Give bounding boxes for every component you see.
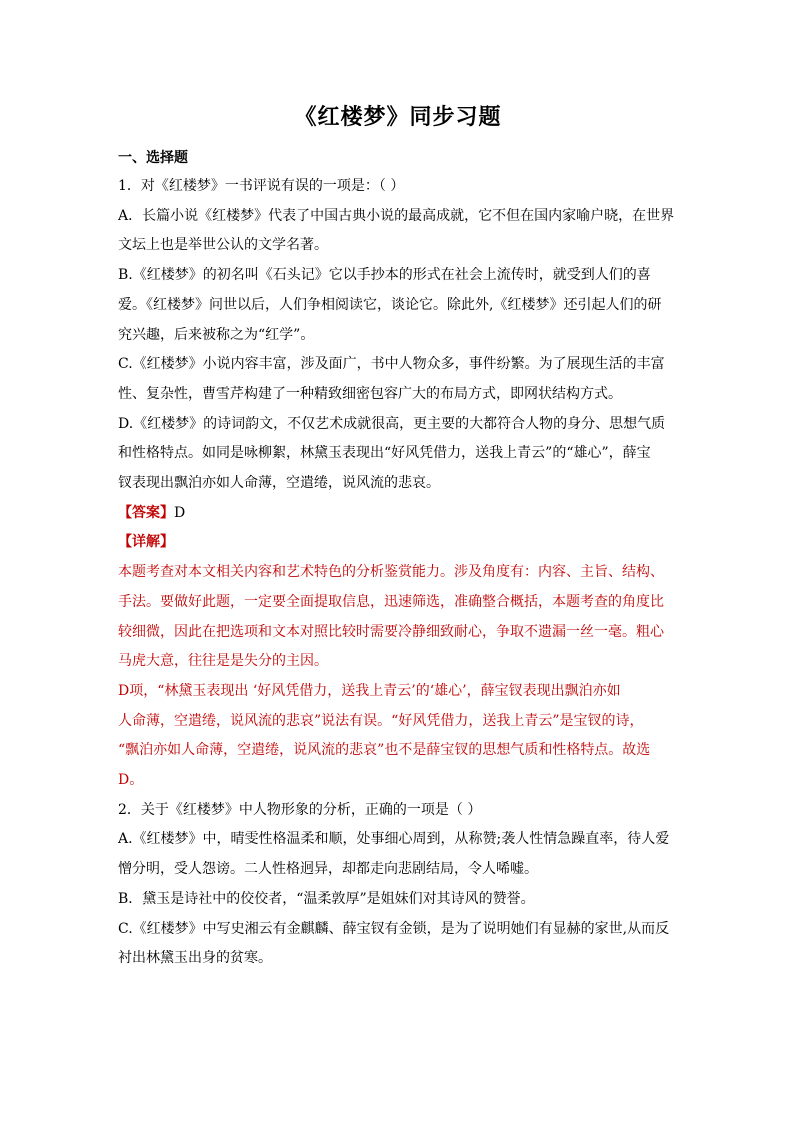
- answer-value: D: [174, 504, 186, 521]
- question-1-stem: 1．对《红楼梦》一书评说有误的一项是：（ ）: [118, 178, 405, 194]
- detail-line: D。: [118, 772, 144, 789]
- option-line: 衬出林黛玉出身的贫寒。: [118, 950, 272, 967]
- answer-row: [118, 499, 678, 529]
- detail-row: [118, 528, 678, 558]
- detail-line: 手法。要做好此题，一定要全面提取信息，迅速筛选，准确整合概括，本题考查的角度比: [118, 593, 664, 610]
- option-line: 性、复杂性，曹雪芹构建了一种精致细密包容广大的布局方式，即网状结构方式。: [118, 385, 622, 402]
- option-line: 钗表现出飘泊亦如人命薄，空遣绻，说风流的悲哀。: [118, 475, 440, 492]
- document-page: [118, 100, 678, 974]
- question-1-option-c: [118, 350, 678, 409]
- option-line: C.《红楼梦》中写史湘云有金麒麟、薛宝钗有金锁，是为了说明她们有显赫的家世,从而反: [118, 920, 670, 937]
- question-2-option-c: [118, 915, 678, 974]
- detail-explanation: [118, 558, 678, 796]
- detail-line: 人命薄，空遣绻，说风流的悲哀”说法有误。“好风凭借力，送我上青云”是宝钗的诗，: [118, 712, 644, 729]
- detail-line: D项，“林黛玉表现出 ‘好风凭借力，送我上青云’的‘雄心’，薛宝钗表现出飘泊亦如: [118, 682, 621, 699]
- question-1-option-b: [118, 261, 678, 350]
- option-line: C.《红楼梦》小说内容丰富，涉及面广，书中人物众多，事件纷繁。为了展现生活的丰富: [118, 356, 665, 373]
- option-line: 和性格特点。如同是咏柳絮，林黛玉表现出“好风凭借力，送我上青云”的“雄心”，薛宝: [118, 445, 651, 462]
- option-line: B．黛玉是诗社中的佼佼者，“温柔敦厚”是姐妹们对其诗风的赞誉。: [118, 890, 535, 907]
- option-line: 文坛上也是举世公认的文学名著。: [118, 237, 328, 254]
- option-line: D.《红楼梦》的诗词韵文，不仅艺术成就很高，更主要的大都符合人物的身分、思想气质: [118, 415, 666, 432]
- option-line: 爱。《红楼梦》问世以后，人们争相阅读它，谈论它。除此外,《红楼梦》还引起人们的研: [118, 296, 662, 313]
- option-line: A.《红楼梦》中，晴雯性格温柔和顺，处事细心周到，从称赞;袭人性情急躁直率，待人爱: [118, 831, 670, 848]
- question-1-option-d: [118, 410, 678, 499]
- answer-label: 【答案】: [118, 504, 174, 521]
- question-2-option-b: [118, 885, 678, 915]
- question-2: [118, 796, 678, 974]
- question-2-option-a: [118, 825, 678, 884]
- detail-line: 本题考查对本文相关内容和艺术特色的分析鉴赏能力。涉及角度有：内容、主旨、结构、: [118, 564, 664, 581]
- detail-line: 较细微，因此在把选项和文本对照比较时需要冷静细致耐心，争取不遗漏一丝一毫。粗心: [118, 623, 664, 640]
- question-1-option-a: [118, 202, 678, 261]
- option-line: 憎分明，受人怨谤。二人性格迥异，却都走向悲剧结局，令人唏嘘。: [118, 861, 538, 878]
- option-line: 究兴趣，后来被称之为“红学”。: [118, 326, 315, 343]
- option-line: A．长篇小说《红楼梦》代表了中国古典小说的最高成就，它不但在国内家喻户晓，在世界: [118, 207, 675, 224]
- option-line: B.《红楼梦》的初名叫《石头记》它以手抄本的形式在社会上流传时，就受到人们的喜: [118, 267, 651, 284]
- detail-label: 【详解】: [118, 534, 174, 551]
- question-1: [118, 172, 678, 796]
- question-2-stem: 2．关于《红楼梦》中人物形象的分析，正确的一项是（ ）: [118, 801, 482, 818]
- document-title: 《红楼梦》同步习题: [294, 104, 502, 130]
- section-heading: 一、选择题: [118, 150, 188, 166]
- detail-line: “飘泊亦如人命薄，空遣绻，说风流的悲哀”也不是薛宝钗的思想气质和性格特点。故选: [118, 742, 651, 759]
- detail-line: 马虎大意，往往是是失分的主因。: [118, 653, 328, 670]
